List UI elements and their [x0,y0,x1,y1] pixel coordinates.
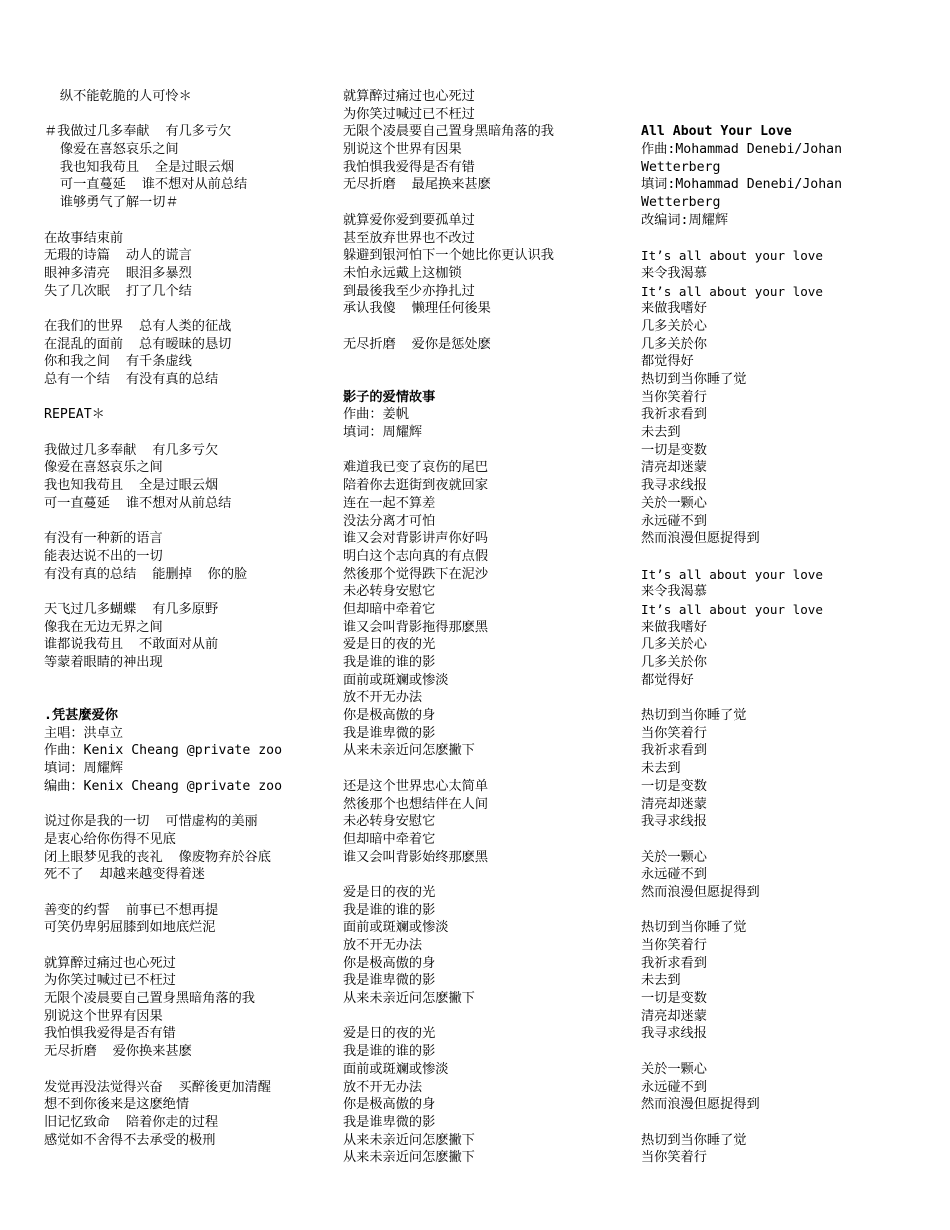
lyrics-column-middle [343,88,635,1167]
lyric-line: 甚至放弃世界也不改过 [343,230,475,246]
song-title: .凭甚麼爱你 [44,708,118,724]
lyric-line: 纵不能乾脆的人可怜＊ [44,89,192,104]
lyric-line: 善变的约誓 前事已不想再提 [44,902,219,918]
lyric-line: It’s all about your love [641,601,823,617]
blank-line [641,1114,931,1132]
lyric-line: 然後那个也想结伴在人间 [343,796,489,812]
lyric-line: 爱是日的夜的光 [343,1026,436,1042]
song-title: 影子的爱情故事 [343,389,436,405]
blank-line [44,796,334,814]
lyric-line: 爱是日的夜的光 [343,637,436,653]
lyric-line: 无尽折磨 爱你是惩处麽 [343,336,491,352]
lyric-line: 永远碰不到 [641,513,707,529]
blank-line [641,106,931,124]
blank-line [343,194,635,212]
lyric-line: 我也知我苟且 全是过眼云烟 [44,159,235,175]
lyric-line: Wetterberg [641,195,721,211]
lyric-line: 闭上眼梦见我的丧礼 像废物弃於谷底 [44,849,271,865]
lyric-line: 清亮却迷蒙 [641,460,707,476]
lyric-line: 热切到当你睡了觉 [641,1132,747,1148]
lyric-line: 像爱在喜怒哀乐之间 [44,460,163,476]
lyric-line: 我是谁的谁的影 [343,1044,436,1060]
lyric-line: 从来未亲近问怎麽撇下 [343,1132,475,1148]
lyric-line: 无尽折磨 爱你换来甚麽 [44,1044,192,1060]
blank-line [641,831,931,849]
lyric-line: 未去到 [641,973,681,989]
blank-line [44,1061,334,1079]
lyric-line: 放不开无办法 [343,1079,423,1095]
lyric-line: 感觉如不舍得不去承受的极刑 [44,1132,216,1148]
lyric-line: 关於一颗心 [641,495,707,511]
blank-line [44,513,334,531]
lyric-line: 无限个凌晨要自己置身黑暗角落的我 [343,124,554,140]
blank-line [44,424,334,442]
lyric-line: 可一直蔓延 谁不想对从前总结 [44,177,248,193]
lyric-line: 还是这个世界忠心太简单 [343,778,489,794]
blank-line [44,689,334,707]
lyric-line: 热切到当你睡了觉 [641,708,747,724]
blank-line [44,389,334,407]
lyric-line: 总有一个结 有没有真的总结 [44,372,219,387]
blank-line [44,884,334,902]
lyric-line: 从来未亲近问怎麽撇下 [343,991,475,1007]
lyric-line: 旧记忆致命 陪着你走的过程 [44,1114,219,1130]
lyric-line: 别说这个世界有因果 [44,1008,163,1024]
lyric-line: 就算爱你爱到要孤单过 [343,212,475,228]
lyric-line: 谁又会对背影讲声你好吗 [343,531,489,547]
blank-line [343,1008,635,1026]
blank-line [343,866,635,884]
lyric-line: 难道我已变了哀伤的尾巴 [343,460,489,476]
lyric-line: 未必转身安慰它 [343,814,436,830]
lyric-line: 作曲:Mohammad Denebi/Johan [641,142,843,158]
lyric-line: Wetterberg [641,159,721,175]
lyric-line: 在故事结束前 [44,230,124,246]
lyric-line: 来做我嗜好 [641,301,707,317]
lyric-line: 陪着你去逛街到夜就回家 [343,478,489,494]
lyric-line: 面前或斑斓或惨淡 [343,920,449,936]
lyric-line: 我祈求看到 [641,955,707,971]
lyric-line: 无瑕的诗篇 动人的谎言 [44,248,192,264]
lyric-line: 然後那个觉得跌下在泥沙 [343,566,489,582]
lyric-line: 作曲：Kenix Cheang @private zoo [44,743,283,759]
lyric-line: 到最後我至少亦挣扎过 [343,283,475,299]
lyric-line: 天飞过几多蝴蝶 有几多原野 [44,601,219,617]
lyric-line: 当你笑着行 [641,725,707,741]
lyric-line: 但却暗中牵着它 [343,601,436,617]
lyric-line: 改编词:周耀辉 [641,212,729,228]
lyric-line: 为你笑过喊过已不枉过 [343,106,475,122]
lyrics-column-right [641,88,931,1167]
lyric-line: It’s all about your love [641,566,823,582]
lyric-line: 未去到 [641,425,681,441]
lyric-line: 像爱在喜怒哀乐之间 [44,142,179,158]
lyric-line: 我寻求线报 [641,478,707,494]
lyric-line: 像我在无边无界之间 [44,619,163,635]
blank-line [343,442,635,460]
lyric-line: 几多关於心 [641,637,707,653]
lyric-line: 想不到你後来是这麽绝情 [44,1097,190,1113]
blank-line [343,318,635,336]
lyric-line: 有没有真的总结 能删掉 你的脸 [44,566,248,582]
lyric-line: 没法分离才可怕 [343,513,436,529]
lyric-line: 我是谁卑微的影 [343,1114,436,1130]
lyric-line: 当你笑着行 [641,1150,707,1166]
lyric-line: 填词：周耀辉 [44,761,124,777]
lyric-line: It’s all about your love [641,283,823,299]
lyric-line: 永远碰不到 [641,867,707,883]
lyric-line: 可笑仍卑躬屈膝到如地底烂泥 [44,920,216,936]
lyric-line: 在混乱的面前 总有暧昧的恳切 [44,336,232,352]
lyric-line: ＃我做过几多奉献 有几多亏欠 [44,124,232,140]
blank-line [44,937,334,955]
lyric-line: 连在一起不算差 [343,495,436,511]
lyric-line: 都觉得好 [641,672,694,688]
lyric-line: 清亮却迷蒙 [641,796,707,812]
lyric-line: 无限个凌晨要自己置身黑暗角落的我 [44,991,255,1007]
lyric-line: 说过你是我的一切 可惜虚构的美丽 [44,814,258,830]
blank-line [641,230,931,248]
lyric-line: 谁够勇气了解一切＃ [44,195,179,211]
blank-line [641,689,931,707]
blank-line [44,672,334,690]
blank-line [641,548,931,566]
blank-line [641,902,931,920]
lyric-line: 我是谁的谁的影 [343,655,436,670]
lyric-line: 然而浪漫但愿捉得到 [641,884,760,900]
lyric-line: 发觉再没法觉得兴奋 买醉後更加清醒 [44,1079,271,1095]
lyric-line: 未去到 [641,761,681,777]
lyrics-column-left [44,88,334,1149]
lyric-line: 关於一颗心 [641,1061,707,1077]
lyric-line: 作曲：姜帆 [343,407,409,423]
blank-line [641,88,931,106]
lyric-line: 几多关於你 [641,655,707,670]
lyric-line: 死不了 却越来越变得着迷 [44,867,205,883]
blank-line [44,212,334,230]
lyric-line: 躲避到银河怕下一个她比你更认识我 [343,248,554,264]
lyric-line: 为你笑过喊过已不枉过 [44,973,176,989]
lyric-line: 填词：周耀辉 [343,425,423,441]
lyric-line: 未必转身安慰它 [343,584,436,600]
lyric-line: 我也知我苟且 全是过眼云烟 [44,478,219,494]
lyric-line: 谁又会叫背影拖得那麽黑 [343,619,489,635]
lyric-line: 都觉得好 [641,354,694,370]
lyric-line: 放不开无办法 [343,690,423,706]
blank-line [44,106,334,124]
lyric-line: REPEAT＊ [44,407,105,423]
lyric-line: 几多关於你 [641,336,707,352]
lyric-line: 你是极高傲的身 [343,955,436,971]
lyric-line: 主唱：洪卓立 [44,725,124,741]
lyric-line: 我寻求线报 [641,1026,707,1042]
lyric-line: 有没有一种新的语言 [44,531,163,547]
lyric-line: 谁又会叫背影始终那麽黑 [343,849,489,865]
lyric-line: 爱是日的夜的光 [343,884,436,900]
lyric-line: 是衷心给你伤得不见底 [44,831,176,847]
lyric-line: 我怕惧我爱得是否有错 [44,1026,176,1042]
lyric-line: 放不开无办法 [343,938,423,953]
lyric-line: 面前或斑斓或惨淡 [343,672,449,688]
lyric-line: 我寻求线报 [641,814,707,830]
lyric-line: 然而浪漫但愿捉得到 [641,531,760,547]
lyric-line: 热切到当你睡了觉 [641,372,747,387]
blank-line [44,300,334,318]
blank-line [641,1043,931,1061]
lyric-line: 就算醉过痛过也心死过 [343,89,475,104]
lyric-line: 你和我之间 有千条虚线 [44,354,192,370]
lyric-line: 在我们的世界 总有人类的征战 [44,318,232,334]
lyric-line: 承认我傻 懒理任何後果 [343,301,491,317]
lyric-line: 眼神多清亮 眼泪多暴烈 [44,265,192,281]
lyric-line: 我是谁卑微的影 [343,725,436,741]
lyric-line: 我是谁的谁的影 [343,902,436,918]
lyric-line: 我怕惧我爱得是否有错 [343,159,475,175]
lyric-line: 填词:Mohammad Denebi/Johan [641,177,843,193]
lyric-line: 关於一颗心 [641,849,707,865]
lyric-line: 当你笑着行 [641,938,707,953]
blank-line [343,353,635,371]
lyric-line: 明白这个志向真的有点假 [343,548,489,564]
lyric-line: 我祈求看到 [641,743,707,759]
lyric-line: 等蒙着眼睛的神出现 [44,655,163,670]
lyric-line: It’s all about your love [641,248,823,264]
blank-line [343,760,635,778]
lyric-line: 面前或斑斓或惨淡 [343,1061,449,1077]
lyric-line: 然而浪漫但愿捉得到 [641,1097,760,1113]
lyric-line: 来令我渴慕 [641,265,707,281]
blank-line [44,583,334,601]
lyric-line: 一切是变数 [641,991,707,1007]
lyric-line: 可一直蔓延 谁不想对从前总结 [44,495,232,511]
lyric-line: 别说这个世界有因果 [343,142,462,158]
lyric-line: 我是谁卑微的影 [343,973,436,989]
blank-line [343,371,635,389]
lyric-line: 谁都说我苟且 不敢面对从前 [44,637,219,653]
lyric-line: 但却暗中牵着它 [343,831,436,847]
lyric-line: 从来未亲近问怎麽撇下 [343,1150,475,1166]
lyric-line: 几多关於心 [641,318,707,334]
lyric-line: 失了几次眠 打了几个结 [44,283,192,299]
lyric-line: 就算醉过痛过也心死过 [44,955,176,971]
lyric-line: 清亮却迷蒙 [641,1008,707,1024]
lyric-line: 你是极高傲的身 [343,708,436,724]
lyric-line: 我祈求看到 [641,407,707,423]
lyric-line: 来令我渴慕 [641,584,707,600]
lyric-line: 热切到当你睡了觉 [641,920,747,936]
lyric-line: 来做我嗜好 [641,619,707,635]
lyric-line: 永远碰不到 [641,1079,707,1095]
song-title: All About Your Love [641,124,792,140]
lyric-line: 一切是变数 [641,442,707,458]
lyric-line: 你是极高傲的身 [343,1097,436,1113]
lyric-line: 当你笑着行 [641,389,707,405]
lyric-line: 无尽折磨 最尾换来甚麽 [343,177,491,193]
lyric-line: 编曲：Kenix Cheang @private zoo [44,778,283,794]
lyric-line: 一切是变数 [641,778,707,794]
lyric-line: 我做过几多奉献 有几多亏欠 [44,442,219,458]
lyric-line: 未怕永远戴上这枷锁 [343,265,462,281]
lyric-line: 能表达说不出的一切 [44,548,163,564]
lyric-line: 从来未亲近问怎麽撇下 [343,743,475,759]
